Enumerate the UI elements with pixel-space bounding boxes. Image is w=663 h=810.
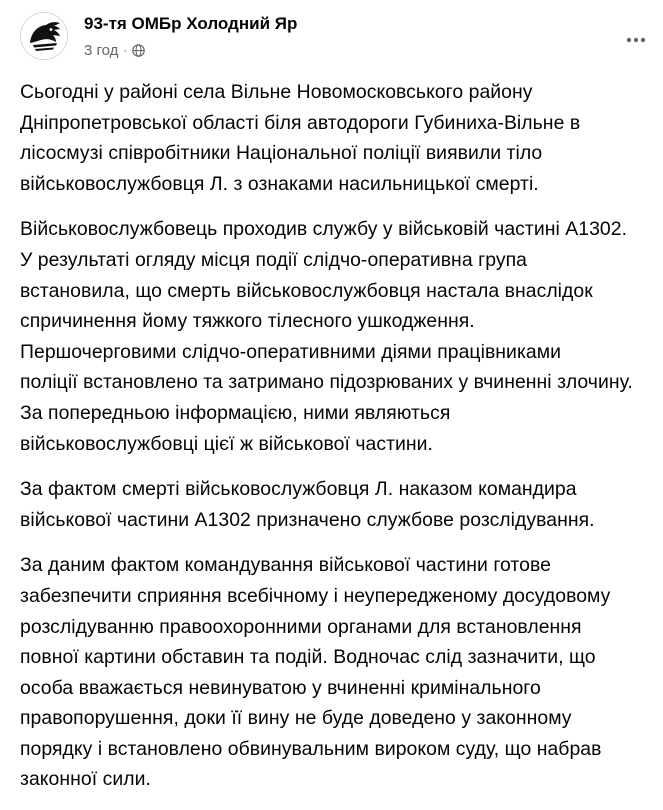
post-text-line: поліції встановлено та затримано підозрюваних у вчиненні злочину. xyxy=(20,371,633,394)
post-paragraph xyxy=(20,550,656,795)
post-text-line: розслідуванню правоохоронними органами для встановлення xyxy=(20,615,582,638)
post-text-line: За фактом смерті військовослужбовця Л. наказом командира xyxy=(20,478,577,501)
post-text-line: правопорушення, доки її вину не буде доведено у законному xyxy=(20,707,572,730)
post-text-line: Сьогодні у районі села Вільне Новомосковського району xyxy=(20,81,533,103)
post-options-button[interactable] xyxy=(618,22,654,58)
meta-separator: · xyxy=(123,43,128,57)
post-text-line: Першочерговими слідчо-оперативними діями працівниками xyxy=(20,340,561,363)
post-text-line: забезпечити сприяння всебічному і неупередженому досудовому xyxy=(20,584,611,607)
post-text-line: встановила, що смерть військовослужбовця настала внаслідок xyxy=(20,279,593,302)
post-text-line: Дніпропетровської області біля автодороги Губиниха-Вільне в xyxy=(20,111,581,134)
post-text-line: військової частини А1302 призначено службове розслідування. xyxy=(20,508,595,531)
post-paragraph xyxy=(20,474,656,535)
globe-icon[interactable] xyxy=(132,44,145,57)
post-text-line: У результаті огляду місця події слідчо-оперативна група xyxy=(20,248,527,271)
post-text-line: спричинення йому тяжкого тілесного ушкодження. xyxy=(20,310,475,333)
post-text-line: військовослужбовці цієї ж військової частини. xyxy=(20,432,433,455)
page-name-link[interactable]: 93-тя ОМБр Холодний Яр xyxy=(84,14,298,33)
post-header xyxy=(0,0,663,72)
post-text-line: За попередньою інформацією, ними являються xyxy=(20,401,451,424)
post-paragraph xyxy=(20,214,656,459)
post-text-line: особа вважається невинуватою у вчиненні кримінального xyxy=(20,676,541,699)
post-text-line: законної сили. xyxy=(20,768,151,791)
post-text-line: лісосмузі співробітники Національної поліції виявили тіло xyxy=(20,142,543,165)
post-meta xyxy=(84,39,145,61)
post-text-line: За даним фактом командування військової частини готове xyxy=(20,554,551,577)
post-text-line: Військовослужбовець проходив службу у військовій частині А1302. xyxy=(20,218,628,241)
page-avatar[interactable] xyxy=(20,12,68,60)
post-text xyxy=(20,77,656,810)
post-text-line: порядку і встановлено обвинувальним вироком суду, що набрав xyxy=(20,737,602,760)
post-paragraph xyxy=(20,77,656,199)
post-text-line: повної картини обставин та подій. Водночас слід зазначити, що xyxy=(20,646,596,669)
post-timestamp[interactable]: 3 год xyxy=(84,41,119,59)
more-horizontal-icon xyxy=(626,37,646,43)
unit-emblem-icon xyxy=(21,13,67,59)
post-text-line: військовослужбовця Л. з ознаками насильницької смерті. xyxy=(20,172,539,195)
